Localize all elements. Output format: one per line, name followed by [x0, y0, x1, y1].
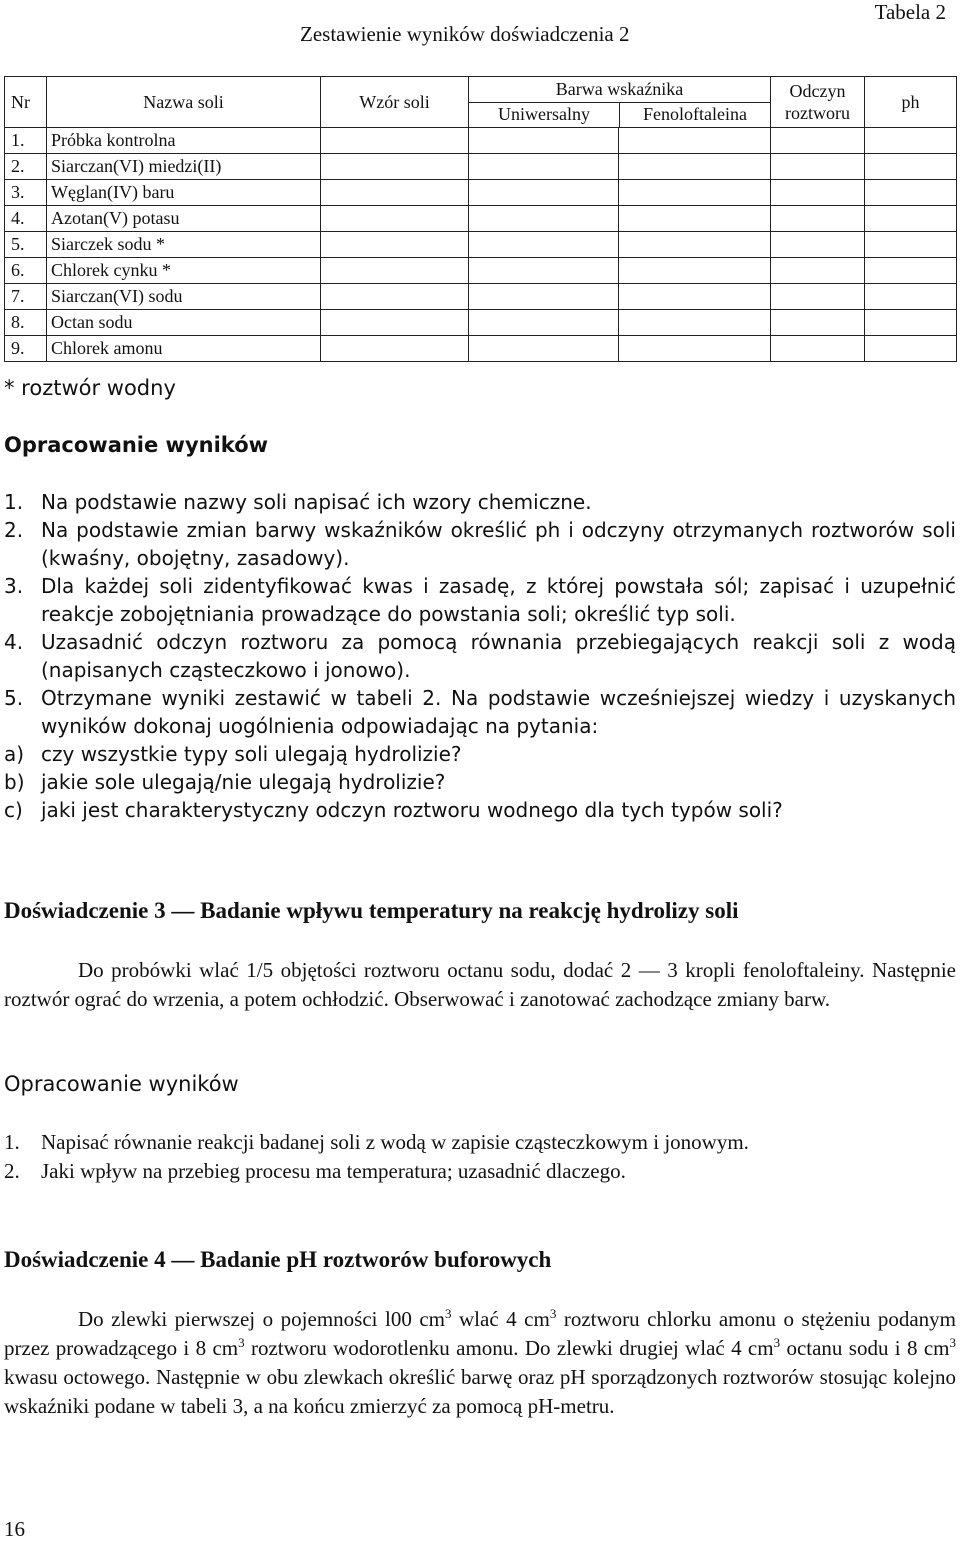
row-salt-name: Węglan(IV) baru: [47, 180, 321, 206]
col-reaction-header: [771, 77, 865, 128]
row-nr: 8.: [5, 310, 47, 336]
row-nr: 3.: [5, 180, 47, 206]
empty-cell: [321, 284, 469, 310]
empty-cell: [619, 336, 771, 362]
table-row: [5, 154, 957, 180]
empty-cell: [469, 206, 619, 232]
empty-cell: [865, 258, 957, 284]
col-indicator-header: [469, 77, 771, 128]
reaction-label-2: roztworu: [785, 103, 850, 123]
empty-cell: [771, 128, 865, 154]
question-item: b) jakie sole ulegają/nie ulegają hydrolizie?: [4, 770, 446, 794]
empty-cell: [469, 154, 619, 180]
empty-cell: [865, 154, 957, 180]
row-salt-name: Siarczek sodu *: [47, 232, 321, 258]
row-salt-name: Chlorek cynku *: [47, 258, 321, 284]
empty-cell: [865, 284, 957, 310]
table-row: [5, 128, 957, 154]
row-nr: 4.: [5, 206, 47, 232]
empty-cell: [771, 232, 865, 258]
col-name-header: Nazwa soli: [47, 77, 321, 128]
empty-cell: [469, 232, 619, 258]
col-universal-header: Uniwersalny: [498, 104, 590, 125]
empty-cell: [771, 336, 865, 362]
question-item: a) czy wszystkie typy soli ulegają hydrolizie?: [4, 742, 462, 766]
row-salt-name: Azotan(V) potasu: [47, 206, 321, 232]
empty-cell: [771, 284, 865, 310]
row-nr: 2.: [5, 154, 47, 180]
exp3-item: 1. Napisać równanie reakcji badanej soli z wodą w zapisie cząsteczkowym i jonowym.: [4, 1130, 749, 1154]
exp3-paragraph: Do probówki wlać 1/5 objętości roztworu octanu sodu, dodać 2 — 3 kropli fenoloftaleiny. Następnie roztwór ograć do wrzenia, a potem ochłodzić. Obserwować i zanotować zachodzące zmiany barw.: [4, 958, 956, 1011]
empty-cell: [771, 206, 865, 232]
empty-cell: [619, 154, 771, 180]
empty-cell: [771, 310, 865, 336]
row-nr: 7.: [5, 284, 47, 310]
empty-cell: [619, 128, 771, 154]
row-nr: 1.: [5, 128, 47, 154]
table-body: [5, 128, 957, 362]
empty-cell: [469, 310, 619, 336]
empty-cell: [321, 310, 469, 336]
empty-cell: [619, 258, 771, 284]
empty-cell: [619, 310, 771, 336]
empty-cell: [321, 180, 469, 206]
table-row: [5, 206, 957, 232]
page-number: 16: [4, 1517, 25, 1541]
row-nr: 6.: [5, 258, 47, 284]
row-salt-name: Siarczan(VI) miedzi(II): [47, 154, 321, 180]
task-item: 3. Dla każdej soli zidentyfikować kwas i zasadę, z której powstała sól; zapisać i uzupełnić reakcje zobojętniania prowadzące do powstania soli; określić typ soli.: [4, 574, 956, 626]
empty-cell: [321, 206, 469, 232]
exp3-results-heading: Opracowanie wyników: [4, 1072, 239, 1096]
empty-cell: [619, 284, 771, 310]
question-list: [4, 740, 956, 824]
table-row: [5, 232, 957, 258]
col-ph-header: ph: [865, 77, 957, 128]
task-item: 4. Uzasadnić odczyn roztworu za pomocą równania przebiegających reakcji soli z wodą (napisanych cząsteczkowo i jonowo).: [4, 630, 956, 682]
empty-cell: [619, 180, 771, 206]
row-salt-name: Chlorek amonu: [47, 336, 321, 362]
exp4-paragraph: Do zlewki pierwszej o pojemności l00 $cm^3$ wlać 4 $cm^3$ roztworu chlorku amonu o stężeniu podanym przez prowadzącego i 8 $cm^3$ roztworu wodorotlenku amonu. Do zlewki drugiej wlać 4 $cm^3$ octanu sodu i 8 $cm^3$ kwasu octowego. Następnie w obu zlewkach określić barwę oraz pH sporządzonych roztworów stosując kolejno wskaźniki podane w tabeli 3, a na końcu zmierzyć za pomocą pH-metru.: [4, 1306, 956, 1418]
reaction-label-1: Odczyn: [789, 81, 846, 101]
empty-cell: [469, 180, 619, 206]
empty-cell: [469, 128, 619, 154]
question-item: c) jaki jest charakterystyczny odczyn roztworu wodnego dla tych typów soli?: [4, 798, 783, 822]
results-table: [4, 76, 957, 362]
table-title: Zestawienie wyników doświadczenia 2: [300, 22, 630, 46]
table-row: [5, 336, 957, 362]
empty-cell: [321, 336, 469, 362]
results-heading: Opracowanie wyników: [4, 433, 269, 457]
empty-cell: [865, 180, 957, 206]
col-nr-header: Nr: [5, 77, 47, 128]
empty-cell: [771, 258, 865, 284]
table-row: [5, 284, 957, 310]
exp3-list: [4, 1128, 956, 1186]
col-formula-header: Wzór soli: [321, 77, 469, 128]
task-item: 2. Na podstawie zmian barwy wskaźników określić ph i odczyny otrzymanych roztworów soli (kwaśny, obojętny, zasadowy).: [4, 518, 956, 570]
empty-cell: [321, 154, 469, 180]
empty-cell: [865, 310, 957, 336]
empty-cell: [865, 336, 957, 362]
table-row: [5, 258, 957, 284]
task-item: 1. Na podstawie nazwy soli napisać ich wzory chemiczne.: [4, 490, 592, 514]
exp3-item: 2. Jaki wpływ na przebieg procesu ma temperatura; uzasadnić dlaczego.: [4, 1159, 626, 1183]
table-header-row: [5, 77, 957, 128]
task-item: 5. Otrzymane wyniki zestawić w tabeli 2. Na podstawie wcześniejszej wiedzy i uzyskanych wyników dokonaj uogólnienia odpowiadając na pytania: a) czy wszystkie typy soli ulegają hydrolizie? b) jakie sole ulegają/nie ulegają hydrolizie? c) jaki jest charakterystyczny odczyn roztworu wodnego dla tych typów soli?: [4, 686, 956, 822]
table-row: [5, 310, 957, 336]
empty-cell: [771, 180, 865, 206]
empty-cell: [321, 258, 469, 284]
empty-cell: [469, 258, 619, 284]
table-label: Tabela 2: [874, 0, 946, 24]
row-nr: 5.: [5, 232, 47, 258]
empty-cell: [619, 206, 771, 232]
empty-cell: [865, 128, 957, 154]
footnote: * roztwór wodny: [4, 376, 176, 400]
col-phenol-header: Fenoloftaleina: [619, 103, 770, 128]
table-row: [5, 180, 957, 206]
row-nr: 9.: [5, 336, 47, 362]
empty-cell: [469, 284, 619, 310]
empty-cell: [321, 128, 469, 154]
row-salt-name: Octan sodu: [47, 310, 321, 336]
exp3-title: Doświadczenie 3 — Badanie wpływu temperatury na reakcję hydrolizy soli: [4, 898, 739, 923]
indicator-group-label: Barwa wskaźnika: [469, 77, 770, 103]
row-salt-name: Siarczan(VI) sodu: [47, 284, 321, 310]
empty-cell: [321, 232, 469, 258]
empty-cell: [865, 232, 957, 258]
empty-cell: [865, 206, 957, 232]
empty-cell: [469, 336, 619, 362]
task-list: [4, 488, 956, 824]
empty-cell: [619, 232, 771, 258]
exp4-title: Doświadczenie 4 — Badanie pH roztworów buforowych: [4, 1247, 552, 1272]
row-salt-name: Próbka kontrolna: [47, 128, 321, 154]
empty-cell: [771, 154, 865, 180]
